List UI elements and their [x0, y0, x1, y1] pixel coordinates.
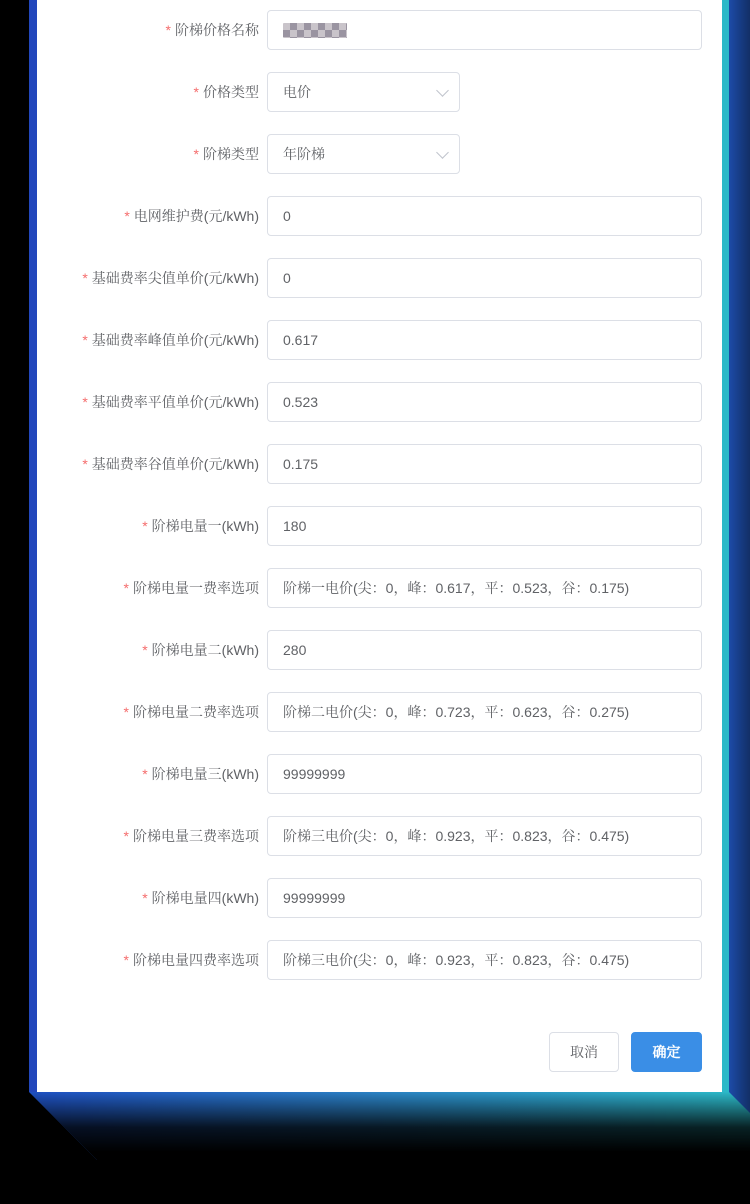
text-input-10[interactable] [267, 630, 702, 670]
text-input-7[interactable] [267, 444, 702, 484]
field-control [267, 506, 702, 546]
required-asterisk: * [142, 518, 148, 534]
field-control [267, 10, 702, 50]
field-control [267, 134, 460, 174]
field-control [267, 196, 702, 236]
input-value: 0.617 [283, 332, 319, 348]
input-value: 阶梯三电价(尖：0，峰：0.923，平：0.823，谷：0.475) [283, 952, 630, 968]
field-label-text: 阶梯电量三费率选项 [133, 828, 259, 844]
input-value: 180 [283, 518, 307, 534]
form-field-row [37, 382, 722, 422]
field-control [267, 878, 702, 918]
text-input-9[interactable] [267, 568, 702, 608]
form-field-row [37, 72, 722, 112]
field-label-text: 阶梯类型 [203, 146, 259, 162]
tiered-price-form-panel [37, 0, 722, 1092]
required-asterisk: * [123, 828, 129, 844]
field-label-text: 阶梯电量一费率选项 [133, 580, 259, 596]
form-field-row [37, 754, 722, 794]
field-label [37, 330, 267, 350]
confirm-button[interactable]: 确定 [631, 1032, 702, 1072]
form-field-row [37, 630, 722, 670]
input-value: 99999999 [283, 890, 346, 906]
required-asterisk: * [123, 952, 129, 968]
field-control [267, 816, 702, 856]
form-footer [37, 1032, 722, 1072]
frame-bottom-band [29, 1092, 750, 1160]
field-control [267, 630, 702, 670]
input-value: 阶梯三电价(尖：0，峰：0.923，平：0.823，谷：0.475) [283, 828, 630, 844]
required-asterisk: * [82, 270, 88, 286]
field-control [267, 382, 702, 422]
frame-right-blue-band [729, 0, 750, 1113]
field-label-text: 基础费率峰值单价(元/kWh) [91, 332, 259, 348]
field-control [267, 72, 460, 112]
input-value: 0 [283, 270, 291, 286]
field-label-text: 基础费率平值单价(元/kWh) [91, 394, 259, 410]
field-label-text: 阶梯电量一(kWh) [151, 518, 259, 534]
cancel-button[interactable]: 取消 [549, 1032, 619, 1072]
input-value: 阶梯二电价(尖：0，峰：0.723，平：0.623，谷：0.275) [283, 704, 630, 720]
field-label [37, 144, 267, 164]
form-field-row [37, 196, 722, 236]
frame-left-stripe [29, 0, 37, 1092]
required-asterisk: * [82, 456, 88, 472]
field-label-text: 阶梯价格名称 [175, 22, 259, 38]
field-label [37, 516, 267, 536]
field-label-text: 基础费率谷值单价(元/kWh) [91, 456, 259, 472]
field-label [37, 20, 267, 40]
field-control [267, 444, 702, 484]
required-asterisk: * [124, 208, 130, 224]
field-label-text: 电网维护费(元/kWh) [133, 208, 259, 224]
field-label [37, 702, 267, 722]
input-value: 0.175 [283, 456, 319, 472]
field-label-text: 阶梯电量四(kWh) [151, 890, 259, 906]
text-input-3[interactable] [267, 196, 702, 236]
required-asterisk: * [193, 146, 199, 162]
required-asterisk: * [123, 704, 129, 720]
field-label [37, 888, 267, 908]
input-value: 阶梯一电价(尖：0，峰：0.617，平：0.523，谷：0.175) [283, 580, 630, 596]
form-field-row [37, 320, 722, 360]
form-field-row [37, 506, 722, 546]
input-value: 280 [283, 642, 307, 658]
text-input-12[interactable] [267, 754, 702, 794]
field-control [267, 258, 702, 298]
form-field-row [37, 134, 722, 174]
form-field-row [37, 816, 722, 856]
field-control [267, 320, 702, 360]
text-input-0[interactable] [267, 10, 702, 50]
field-label [37, 268, 267, 288]
select-value: 电价 [283, 84, 311, 100]
text-input-5[interactable] [267, 320, 702, 360]
required-asterisk: * [142, 766, 148, 782]
required-asterisk: * [82, 332, 88, 348]
form-fields [37, 10, 722, 980]
required-asterisk: * [82, 394, 88, 410]
field-label [37, 764, 267, 784]
form-field-row [37, 568, 722, 608]
field-label [37, 826, 267, 846]
select-1[interactable] [267, 72, 460, 112]
field-label [37, 206, 267, 226]
form-field-row [37, 258, 722, 298]
field-label [37, 454, 267, 474]
text-input-14[interactable] [267, 878, 702, 918]
select-value: 年阶梯 [283, 146, 325, 162]
field-label [37, 82, 267, 102]
input-value: 99999999 [283, 766, 346, 782]
field-label-text: 阶梯电量二(kWh) [151, 642, 259, 658]
text-input-8[interactable] [267, 506, 702, 546]
required-asterisk: * [193, 84, 199, 100]
field-label [37, 950, 267, 970]
required-asterisk: * [142, 642, 148, 658]
text-input-15[interactable] [267, 940, 702, 980]
field-control [267, 754, 702, 794]
masked-value-mosaic [283, 23, 347, 38]
required-asterisk: * [123, 580, 129, 596]
field-label-text: 阶梯电量二费率选项 [133, 704, 259, 720]
select-2[interactable] [267, 134, 460, 174]
field-label-text: 基础费率尖值单价(元/kWh) [91, 270, 259, 286]
field-label-text: 价格类型 [203, 84, 259, 100]
required-asterisk: * [165, 22, 171, 38]
field-label-text: 阶梯电量三(kWh) [151, 766, 259, 782]
text-input-4[interactable] [267, 258, 702, 298]
field-control [267, 692, 702, 732]
text-input-11[interactable] [267, 692, 702, 732]
form-field-row [37, 692, 722, 732]
field-control [267, 568, 702, 608]
field-control [267, 940, 702, 980]
input-value: 0.523 [283, 394, 319, 410]
form-field-row [37, 940, 722, 980]
input-value: 0 [283, 208, 291, 224]
required-asterisk: * [142, 890, 148, 906]
frame-right-cyan-stripe [722, 0, 729, 1092]
text-input-13[interactable] [267, 816, 702, 856]
form-field-row [37, 444, 722, 484]
field-label [37, 578, 267, 598]
text-input-6[interactable] [267, 382, 702, 422]
field-label-text: 阶梯电量四费率选项 [133, 952, 259, 968]
field-label [37, 392, 267, 412]
form-field-row [37, 878, 722, 918]
field-label [37, 640, 267, 660]
form-field-row [37, 10, 722, 50]
